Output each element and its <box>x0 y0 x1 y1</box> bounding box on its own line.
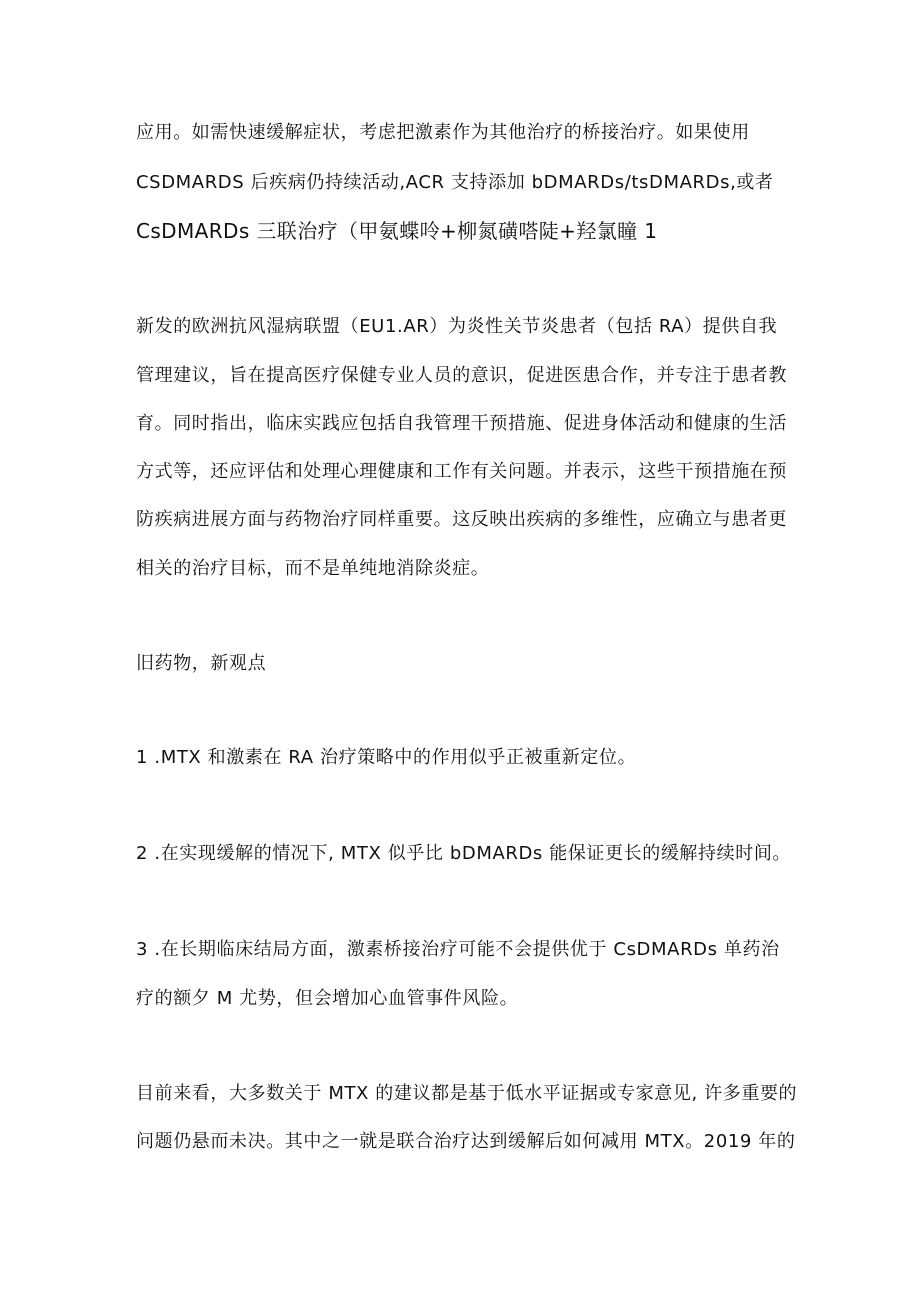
text-line: 应用。如需快速缓解症状，考虑把激素作为其他治疗的桥接治疗。如果使用 <box>136 122 750 143</box>
text-line: CsDMARDs 三联治疗（甲氨蝶呤+柳氮磺嗒陡+羟氯瞳 1 <box>136 219 658 243</box>
text-line: 育。同时指出，临床实践应包括自我管理干预措施、促进身体活动和健康的生活 <box>136 413 787 434</box>
text-line: 新发的欧洲抗风湿病联盟（EU1.AR）为炎性关节炎患者（包括 RA）提供自我 <box>136 316 778 337</box>
text-line: 管理建议，旨在提高医疗保健专业人员的意识，促进医患合作，并专注于患者教 <box>136 365 787 386</box>
list-item: 3 .在长期临床结局方面，激素桥接治疗可能不会提供优于 CsDMARDs 单药治 <box>136 939 780 960</box>
text-line: 问题仍悬而未决。其中之一就是联合治疗达到缓解后如何减用 MTX。2019 年的 <box>136 1131 796 1152</box>
text-line: 目前来看，大多数关于 MTX 的建议都是基于低水平证据或专家意见, 许多重要的 <box>136 1083 798 1104</box>
text-line: 疗的额夕 M 尤势，但会增加心血管事件风险。 <box>136 988 519 1009</box>
text-line: 防疾病进展方面与药物治疗同样重要。这反映出疾病的多维性，应确立与患者更 <box>136 509 787 530</box>
text-line: 方式等，还应评估和处理心理健康和工作有关问题。并表示，这些干预措施在预 <box>136 461 787 482</box>
list-item: 1 .MTX 和激素在 RA 治疗策略中的作用似乎正被重新定位。 <box>136 747 637 768</box>
list-item: 2 .在实现缓解的情况下, MTX 似乎比 bDMARDs 能保证更长的缓解持续时间。 <box>136 843 792 864</box>
text-line: CSDMARDS 后疾病仍持续活动,ACR 支持添加 bDMARDs/tsDMARDs,或者 <box>136 172 774 193</box>
text-line: 相关的治疗目标，而不是单纯地消除炎症。 <box>136 558 490 579</box>
section-heading: 旧药物，新观点 <box>136 653 267 674</box>
